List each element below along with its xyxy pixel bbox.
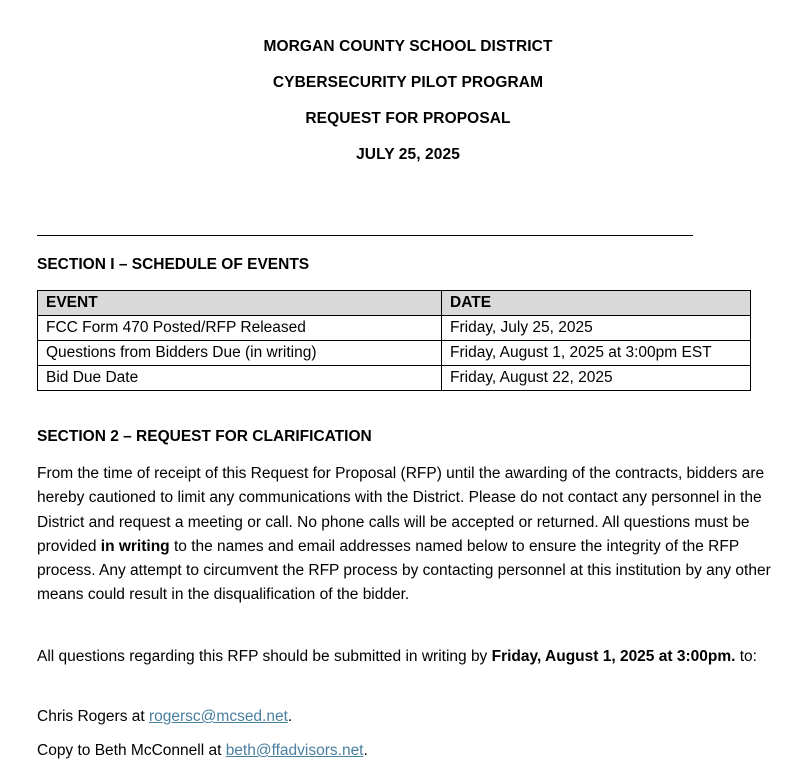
date-cell: Friday, July 25, 2025: [442, 316, 751, 341]
schedule-table: [37, 290, 751, 391]
submission-deadline-paragraph: [37, 645, 777, 669]
contact-name: Chris Rogers at: [37, 708, 149, 725]
contact-name: Copy to Beth McConnell at: [37, 742, 226, 759]
section-2-heading: SECTION 2 – REQUEST FOR CLARIFICATION: [37, 428, 372, 445]
event-cell: Questions from Bidders Due (in writing): [38, 341, 442, 366]
emphasis-text: in writing: [100, 537, 170, 555]
communication-policy-paragraph: [37, 462, 777, 608]
paragraph-text: to:: [735, 648, 757, 665]
date-cell: Friday, August 22, 2025: [442, 366, 751, 391]
punctuation: .: [287, 708, 293, 725]
table-row: [38, 366, 751, 391]
punctuation: .: [363, 742, 368, 759]
date-cell: Friday, August 1, 2025 at 3:00pm EST: [442, 341, 751, 366]
table-row: [38, 341, 751, 366]
primary-contact-line: [37, 705, 777, 729]
paragraph-text: to the names and email addresses named below to ensure the integrity of the RFP process. Any attempt to circumvent the RFP process by contacting personnel at this institution by any other means could result in the disqualification of the bidder.: [37, 537, 771, 604]
section-1-heading: SECTION I – SCHEDULE OF EVENTS: [37, 256, 310, 273]
header-date: DATE: [442, 291, 751, 316]
copy-contact-email-link[interactable]: beth@ffadvisors.net: [225, 742, 364, 759]
document-date: JULY 25, 2025: [356, 146, 460, 163]
event-cell: Bid Due Date: [38, 366, 442, 391]
event-cell: FCC Form 470 Posted/RFP Released: [38, 316, 442, 341]
header-event: EVENT: [38, 291, 442, 316]
paragraph-text: All questions regarding this RFP should be submitted in writing by: [37, 648, 492, 665]
horizontal-divider: [37, 235, 693, 236]
district-title: MORGAN COUNTY SCHOOL DISTRICT: [263, 38, 553, 55]
deadline-text: Friday, August 1, 2025 at 3:00pm.: [491, 648, 736, 665]
program-title: CYBERSECURITY PILOT PROGRAM: [272, 74, 544, 91]
table-row: [38, 316, 751, 341]
table-header-row: [38, 291, 751, 316]
copy-contact-line: [37, 739, 777, 763]
primary-contact-email-link[interactable]: rogersc@mcsed.net: [148, 708, 288, 725]
paragraph-text: From the time of receipt of this Request for Proposal (RFP) until the awarding of the contracts, bidders are hereby cautioned to limit any communications with the District. Please do not contact any personnel in the District and request a meeting or call. No phone calls will be accepted or returned. All questions must be provided: [37, 465, 765, 555]
document-type-title: REQUEST FOR PROPOSAL: [305, 110, 511, 127]
